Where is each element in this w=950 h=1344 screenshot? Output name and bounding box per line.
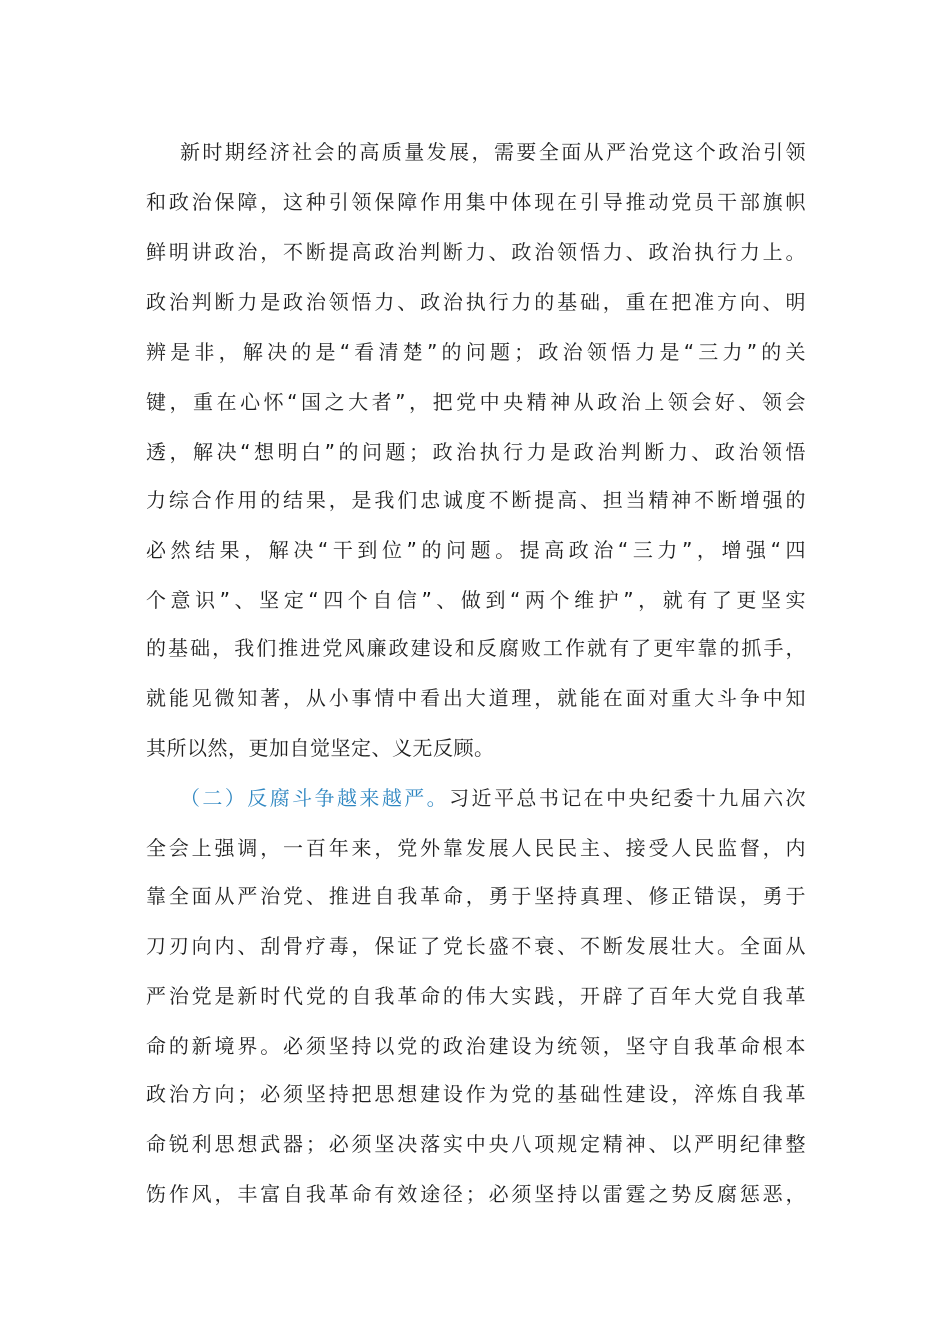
paragraph-1-line-6: 键，重在心怀“国之大者”，把党中央精神从政治上领会好、领会 xyxy=(146,390,806,414)
paragraph-2-line-2: 全会上强调，一百年来，党外靠发展人民民主、接受人民监督，内 xyxy=(146,836,806,860)
paragraph-1-line-3: 鲜明讲政治，不断提高政治判断力、政治领悟力、政治执行力上。 xyxy=(146,240,806,264)
paragraph-2-line-4: 刀刃向内、刮骨疗毒，保证了党长盛不衰、不断发展壮大。全面从 xyxy=(146,934,806,958)
paragraph-1-line-11: 的基础，我们推进党风廉政建设和反腐败工作就有了更牢靠的抓手， xyxy=(146,636,806,660)
paragraph-1-line-5: 辨是非，解决的是“看清楚”的问题；政治领悟力是“三力”的关 xyxy=(146,340,806,364)
paragraph-2-line-7: 政治方向；必须坚持把思想建设作为党的基础性建设，淬炼自我革 xyxy=(146,1082,806,1106)
paragraph-2-line-1 xyxy=(180,778,806,818)
paragraph-1-line-9: 必然结果，解决“干到位”的问题。提高政治“三力”，增强“四 xyxy=(146,538,806,562)
paragraph-2-line-1-text: 习近平总书记在中央纪委十九届六次 xyxy=(449,786,807,810)
paragraph-2-line-6: 命的新境界。必须坚持以党的政治建设为统领，坚守自我革命根本 xyxy=(146,1034,806,1058)
paragraph-1-line-7: 透，解决“想明白”的问题；政治执行力是政治判断力、政治领悟 xyxy=(146,440,806,464)
paragraph-1-line-13: 其所以然，更加自觉坚定、义无反顾。 xyxy=(146,736,495,760)
paragraph-2-line-9: 饬作风，丰富自我革命有效途径；必须坚持以雷霆之势反腐惩恶， xyxy=(146,1182,806,1206)
paragraph-1-line-12: 就能见微知著，从小事情中看出大道理，就能在面对重大斗争中知 xyxy=(146,686,806,710)
paragraph-1-line-1: 新时期经济社会的高质量发展，需要全面从严治党这个政治引领 xyxy=(180,140,806,164)
paragraph-1-line-2: 和政治保障，这种引领保障作用集中体现在引导推动党员干部旗帜 xyxy=(146,190,806,214)
paragraph-1-line-4: 政治判断力是政治领悟力、政治执行力的基础，重在把准方向、明 xyxy=(146,290,806,314)
paragraph-2-line-8: 命锐利思想武器；必须坚决落实中央八项规定精神、以严明纪律整 xyxy=(146,1132,806,1156)
paragraph-2-line-3: 靠全面从严治党、推进自我革命，勇于坚持真理、修正错误，勇于 xyxy=(146,884,806,908)
paragraph-1-line-10: 个意识”、坚定“四个自信”、做到“两个维护”，就有了更坚实 xyxy=(146,588,806,612)
paragraph-1-line-8: 力综合作用的结果，是我们忠诚度不断提高、担当精神不断增强的 xyxy=(146,488,806,512)
section-heading: （二）反腐斗争越来越严。 xyxy=(180,786,450,810)
paragraph-2-line-5: 严治党是新时代党的自我革命的伟大实践，开辟了百年大党自我革 xyxy=(146,984,806,1008)
